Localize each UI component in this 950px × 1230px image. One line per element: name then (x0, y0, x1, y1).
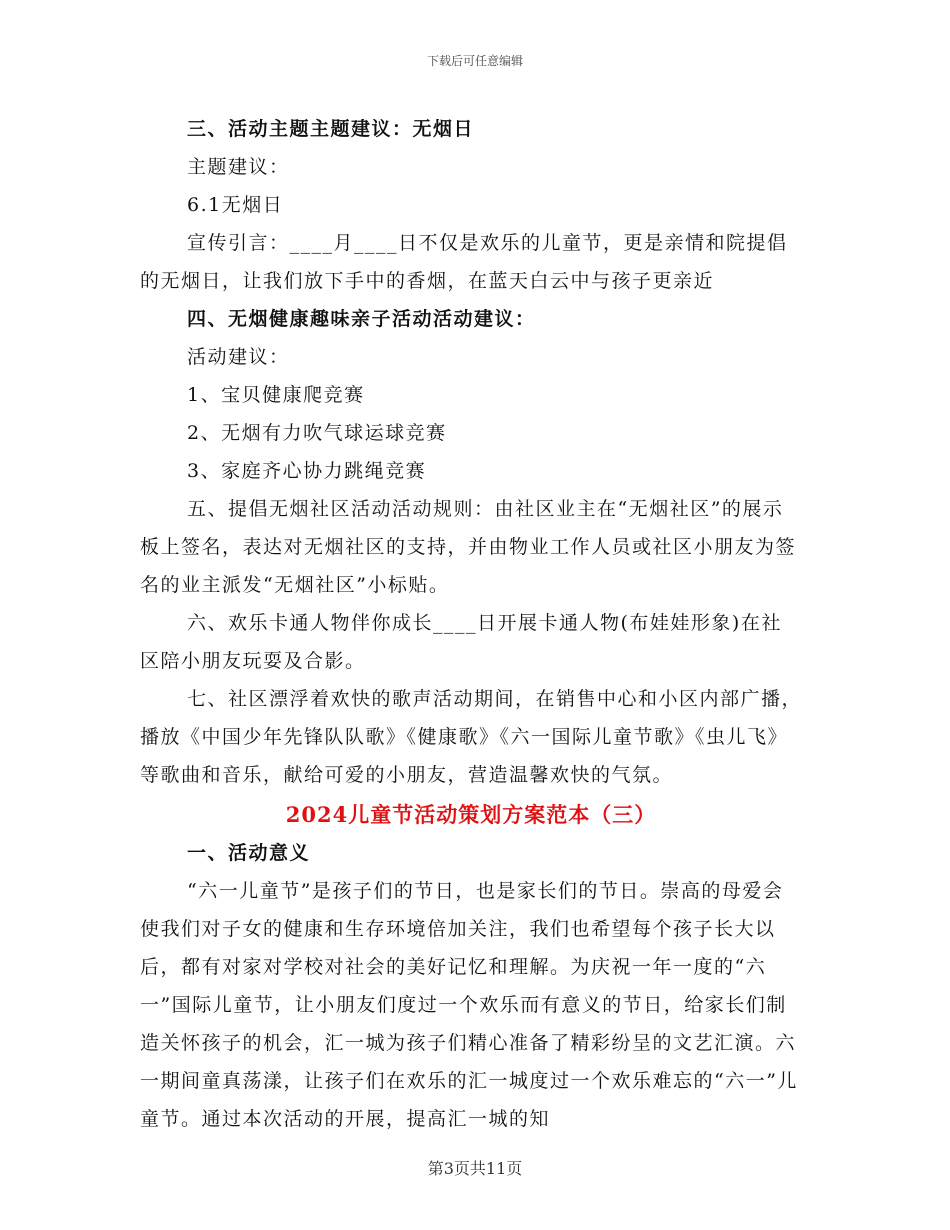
document-body (140, 110, 802, 1138)
section-4-heading: 四、无烟健康趣味亲子活动活动建议： (187, 308, 536, 330)
section-7-paragraph: 七、社区漂浮着欢快的歌声活动期间，在销售中心和小区内部广播，播放《中国少年先锋队队歌》《健康歌》《六一国际儿童节歌》《虫儿飞》等歌曲和音乐，献给可爱的小朋友，营造温馨欢快的气氛。 (140, 688, 803, 786)
document-title: 2024儿童节活动策划方案范本（三） (285, 802, 657, 827)
section-5-paragraph: 五、提倡无烟社区活动活动规则：由社区业主在“无烟社区”的展示板上签名，表达对无烟社区的支持，并由物业工作人员或社区小朋友为签名的业主派发“无烟社区”小标贴。 (140, 498, 797, 596)
activity-item-1: 1、宝贝健康爬竞赛 (187, 384, 365, 406)
part-1-heading: 一、活动意义 (187, 842, 311, 864)
part-1-paragraph: “六一儿童节”是孩子们的节日，也是家长们的节日。崇高的母爱会使我们对子女的健康和生存环境倍加关注，我们也希望每个孩子长大以后，都有对家对学校对社会的美好记忆和理解。为庆祝一年一度的“六一”国际儿童节，让小朋友们度过一个欢乐而有意义的节日，给家长们制造关怀孩子的机会，汇一城为孩子们精心准备了精彩纷呈的文艺汇演。六一期间童真荡漾，让孩子们在欢乐的汇一城度过一个欢乐难忘的“六一”儿童节。通过本次活动的开展，提高汇一城的知 (140, 880, 798, 1130)
slogan-paragraph: 宣传引言：____月____日不仅是欢乐的儿童节，更是亲情和院提倡的无烟日，让我们放下手中的香烟，在蓝天白云中与孩子更亲近 (140, 232, 788, 292)
activity-item-3: 3、家庭齐心协力跳绳竞赛 (187, 460, 427, 482)
activity-label: 活动建议： (187, 346, 290, 368)
activity-item-2: 2、无烟有力吹气球运球竞赛 (187, 422, 447, 444)
page-header: 下载后可任意编辑 (426, 54, 523, 68)
section-6-paragraph: 六、欢乐卡通人物伴你成长____日开展卡通人物(布娃娃形象)在社区陪小朋友玩耍及合影。 (140, 612, 782, 672)
page-footer: 第3页共11页 (427, 1159, 523, 1178)
section-3-heading: 三、活动主题主题建议：无烟日 (187, 118, 475, 140)
theme-label: 主题建议： (187, 156, 290, 178)
theme-value: 6.1无烟日 (187, 194, 284, 216)
